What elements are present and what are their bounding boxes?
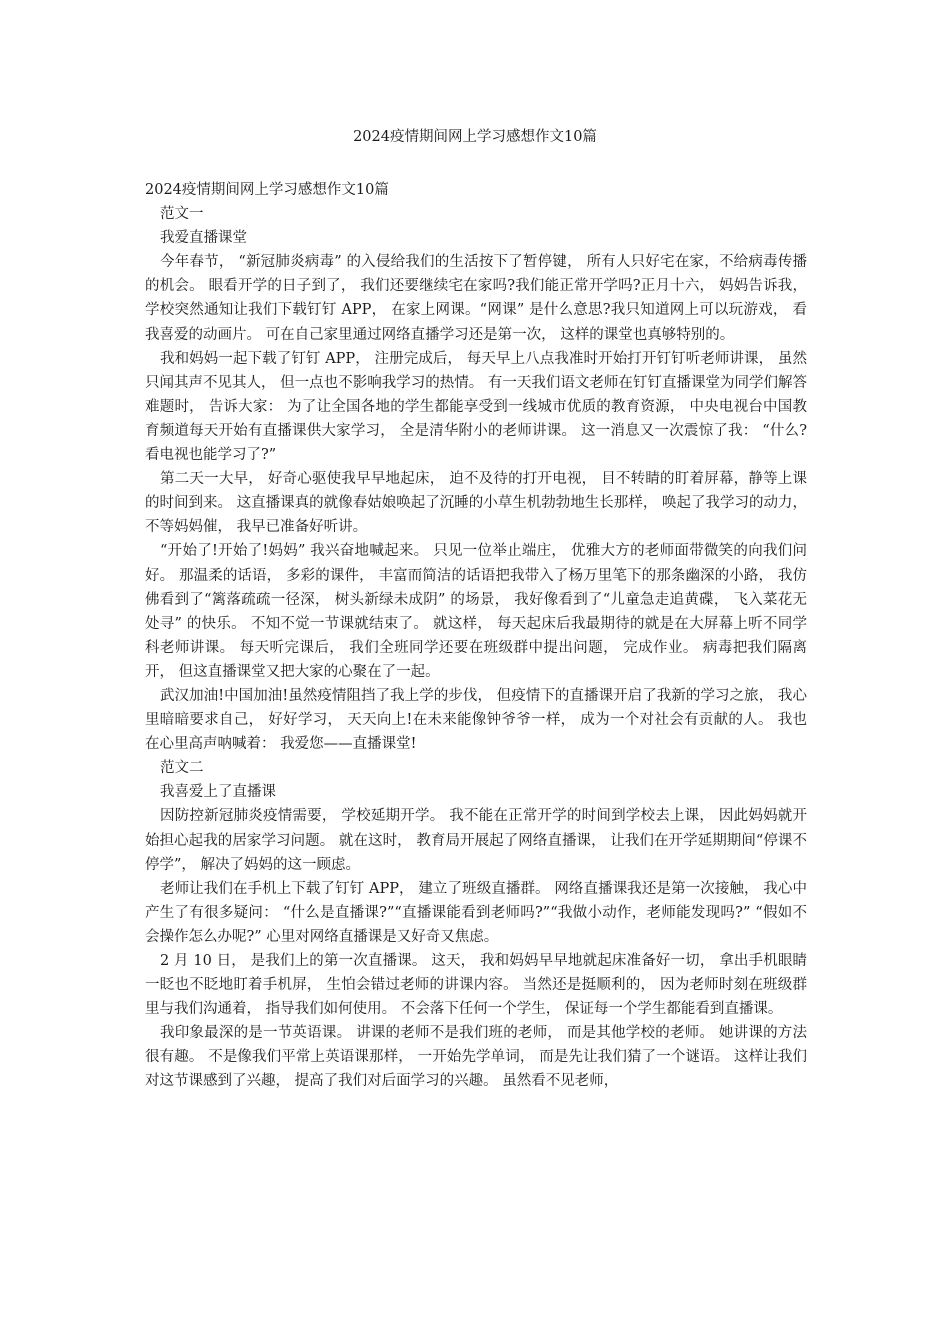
document-title: 2024疫情期间网上学习感想作文10篇 xyxy=(353,129,597,145)
section-label-1: 范文一 xyxy=(160,206,204,223)
paragraph: 老师让我们在手机上下载了钉钉 APP， 建立了班级直播群。 网络直播课我还是第一次接触， 我心中产生了有很多疑问： “什么是直播课?”“直播课能看到老师吗?”“我做小动作，老师能发现吗?” “假如不会操作怎么办呢?” 心里对网络直播课是又好奇又焦虑。 xyxy=(145,880,807,945)
paragraph: 我和妈妈一起下载了钉钉 APP， 注册完成后， 每天早上八点我准时开始打开钉钉听老师讲课， 虽然只闻其声不见其人， 但一点也不影响我学习的热情。 有一天我们语文老师在钉钉直播课堂为同学们解答难题时， 告诉大家： 为了让全国各地的学生都能享受到一线城市优质的教育资源， 中央电视台中国教育频道每天开始有直播课供大家学习， 全是清华附小的老师讲课。 这一消息又一次震惊了我： “什么?看电视也能学习了?” xyxy=(145,350,807,464)
article-subtitle: 2024疫情期间网上学习感想作文10篇 xyxy=(145,182,389,198)
paragraph: 武汉加油!中国加油!虽然疫情阻挡了我上学的步伐， 但疫情下的直播课开启了我新的学习之旅， 我心里暗暗要求自己， 好好学习， 天天向上!在未来能像钟爷爷一样， 成为一个对社会有贡献的人。 我也在心里高声呐喊着： 我爱您——直播课堂! xyxy=(145,687,807,753)
section-label-2: 范文二 xyxy=(160,760,204,777)
paragraph: 第二天一大早， 好奇心驱使我早早地起床， 迫不及待的打开电视， 目不转睛的盯着屏幕，静等上课的时间到来。 这直播课真的就像春姑娘唤起了沉睡的小草生机勃勃地生长那样， 唤起了我学习的动力， 不等妈妈催， 我早已准备好听讲。 xyxy=(145,471,807,536)
paragraph: 因防控新冠肺炎疫情需要， 学校延期开学。 我不能在正常开学的时间到学校去上课， 因此妈妈就开始担心起我的居家学习问题。 就在这时， 教育局开展起了网络直播课， 让我们在开学延期期间“停课不停学”， 解决了妈妈的这一顾虑。 xyxy=(145,808,807,873)
paragraph: “开始了!开始了!妈妈” 我兴奋地喊起来。 只见一位举止端庄， 优雅大方的老师面带微笑的向我们问好。 那温柔的话语， 多彩的课件， 丰富而简洁的话语把我带入了杨万里笔下的那条幽深的小路， 我仿佛看到了“篱落疏疏一径深， 树头新绿未成阴” 的场景， 我好像看到了“儿童急走追黄碟， 飞入菜花无处寻” 的快乐。 不知不觉一节课就结束了。 就这样， 每天起床后我最期待的就是在大屏幕上听不同学科老师讲课。 每天听完课后， 我们全班同学还要在班级群中提出问题， 完成作业。 病毒把我们隔离开， 但这直播课堂又把大家的心聚在了一起。 xyxy=(145,543,807,680)
paragraph: 2 月 10 日， 是我们上的第一次直播课。 这天， 我和妈妈早早地就起床准备好一切， 拿出手机眼睛一眨也不眨地盯着手机屏， 生怕会错过老师的讲课内容。 当然还是挺顺利的， 因为老师时刻在班级群里与我们沟通着， 指导我们如何使用。 不会落下任何一个学生， 保证每一个学生都能看到直播课。 xyxy=(145,953,807,1018)
document-body xyxy=(145,178,807,1094)
essay-title-2: 我喜爱上了直播课 xyxy=(160,784,276,801)
essay-title-1: 我爱直播课堂 xyxy=(160,230,247,247)
paragraph: 今年春节， “新冠肺炎病毒” 的入侵给我们的生活按下了暂停键， 所有人只好宅在家，不给病毒传播的机会。 眼看开学的日子到了， 我们还要继续宅在家吗?我们能正常开学吗?正月十六， 妈妈告诉我， 学校突然通知让我们下载钉钉 APP， 在家上网课。“网课” 是什么意思?我只知道网上可以玩游戏， 看我喜爱的动画片。 可在自己家里通过网络直播学习还是第一次， 这样的课堂也真够特别的。 xyxy=(145,254,807,343)
paragraph: 我印象最深的是一节英语课。 讲课的老师不是我们班的老师， 而是其他学校的老师。 她讲课的方法很有趣。 不是像我们平常上英语课那样， 一开始先学单词， 而是先让我们猜了一个谜语。 这样让我们对这节课感到了兴趣， 提高了我们对后面学习的兴趣。 虽然看不见老师， xyxy=(145,1025,807,1090)
